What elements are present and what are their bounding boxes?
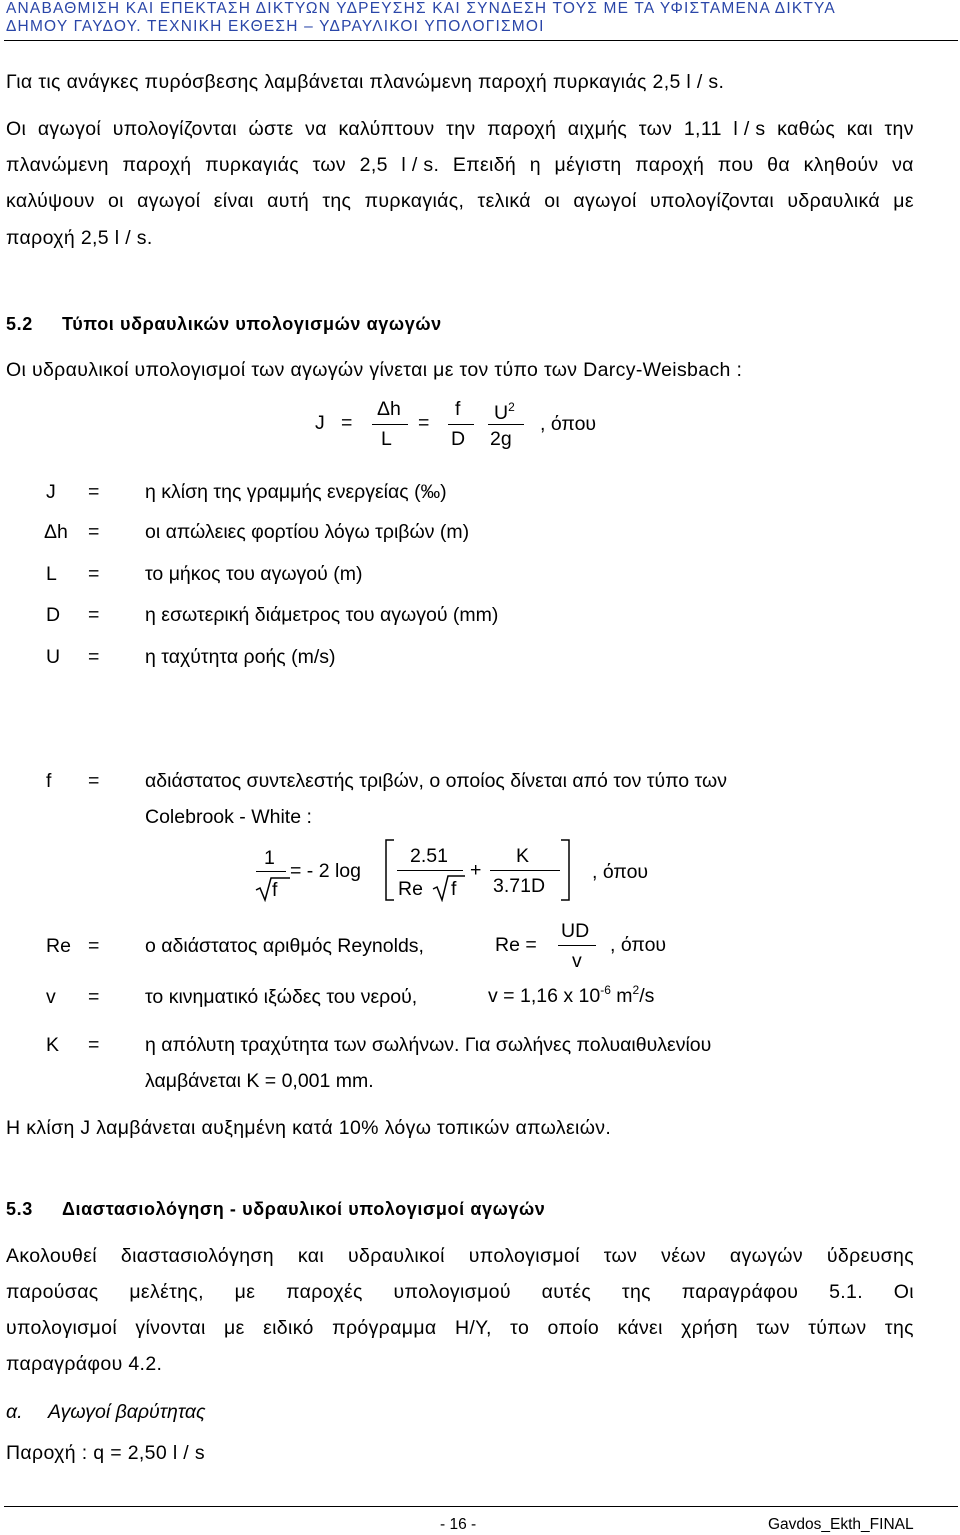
cw-fraction-bar-K	[490, 870, 560, 871]
word: 1,11	[683, 118, 722, 140]
def-symbol-v: v	[46, 986, 56, 1008]
word: αυτές	[541, 1281, 592, 1303]
word: πλανώμενη	[6, 154, 109, 176]
re-v: v	[572, 950, 582, 972]
def-text-J: η κλίση της γραμμής ενεργείας (‰)	[145, 481, 447, 503]
word: καλύψουν	[6, 190, 95, 212]
word: οποίο	[547, 1317, 600, 1339]
word: διαστασιολόγηση	[120, 1245, 274, 1267]
word: υδραυλικοί	[348, 1245, 445, 1267]
word: l / s.	[401, 154, 440, 176]
word: είναι	[213, 190, 254, 212]
s53-para-line3	[6, 1318, 914, 1338]
running-header-line2: ΔΗΜΟΥ ΓΑΥΔΟΥ. ΤΕΧΝΙΚΗ ΕΚΘΕΣΗ – ΥΔΡΑΥΛΙΚΟΙ ΥΠΟΛΟΓΙΣΜΟΙ	[6, 18, 545, 35]
def-text-v: το κινηματικό ιξώδες του νερού,	[145, 986, 418, 1008]
def-eq: =	[88, 481, 100, 503]
def-symbol-K: K	[46, 1034, 60, 1056]
slope-note: Η κλίση J λαμβάνεται αυξημένη κατά 10% λόγω τοπικών απωλειών.	[6, 1117, 612, 1139]
fraction-bar-dh-L	[372, 424, 408, 425]
cw-371D: 3.71D	[493, 875, 546, 897]
formula-eq1: =	[341, 412, 353, 434]
def-text-f-line1: αδιάστατος συντελεστής τριβών, ο οποίος δίνεται από τον τύπο των	[145, 770, 727, 792]
fraction-bar-f-D	[448, 424, 474, 425]
word: Ακολουθεί	[6, 1245, 97, 1267]
word: παρούσας	[6, 1281, 99, 1303]
word: γίνονται	[135, 1317, 206, 1339]
def-text-L: το μήκος του αγωγού (m)	[145, 563, 363, 585]
word: ειδικό	[263, 1317, 314, 1339]
word: Επειδή	[452, 154, 517, 176]
word: οι	[544, 190, 561, 212]
word: κάνει	[617, 1317, 663, 1339]
word: υδραυλικά	[787, 190, 880, 212]
formula-eq2: =	[418, 412, 430, 434]
word: που	[717, 154, 754, 176]
word: με	[234, 1281, 256, 1303]
word: πρόγραμμα	[332, 1317, 437, 1339]
def-symbol-U: U	[46, 646, 61, 668]
word: με	[224, 1317, 245, 1339]
word: οι	[107, 190, 124, 212]
word: και	[297, 1245, 325, 1267]
intro-p2-line3	[6, 191, 914, 211]
def-text-D: η εσωτερική διάμετρος του αγωγού (mm)	[145, 604, 499, 626]
intro-p2-line4: παροχή 2,5 l / s.	[6, 227, 153, 249]
word: το	[510, 1317, 530, 1339]
word: υπολογίζονται	[112, 118, 237, 140]
word: των	[638, 118, 673, 140]
word: να	[305, 118, 327, 140]
word: την	[884, 118, 914, 140]
def-text-K-line2: λαμβάνεται K = 0,001 mm.	[145, 1070, 374, 1092]
formula-dh: Δh	[377, 398, 401, 420]
running-header-line1: ΑΝΑΒΑΘΜΙΣΗ ΚΑΙ ΕΠΕΚΤΑΣΗ ΔΙΚΤΥΩΝ ΥΔΡΕΥΣΗΣ ΚΑΙ ΣΥΝΔΕΣΗ ΤΟΥΣ ΜΕ ΤΑ ΥΦΙΣΤΑΜΕΝΑ ΔΙΚΤΥΑ	[6, 0, 836, 17]
flow-rate: Παροχή : q = 2,50 l / s	[6, 1442, 205, 1464]
word: αγωγοί	[137, 190, 201, 212]
word: της	[322, 190, 352, 212]
re-formula: Re =	[495, 934, 537, 956]
formula-f: f	[455, 398, 461, 420]
section-title-5-2: Τύποι υδραυλικών υπολογισμών αγωγών	[62, 314, 442, 334]
word: η	[529, 154, 541, 176]
word: υπολογισμοί	[468, 1245, 580, 1267]
word: παροχές	[286, 1281, 363, 1303]
formula-U: $U^2$	[494, 400, 515, 424]
word: αυτή	[267, 190, 310, 212]
def-text-f-line2: Colebrook - White :	[145, 806, 312, 828]
def-eq: =	[88, 563, 100, 585]
cw-rhs: = - 2 log	[290, 860, 362, 882]
def-eq: =	[88, 935, 100, 957]
word: χρήση	[681, 1317, 738, 1339]
def-eq: =	[88, 604, 100, 626]
cw-where: , όπου	[592, 861, 649, 883]
word: πυρκαγιάς,	[364, 190, 465, 212]
cw-f: f	[272, 879, 278, 901]
subsection-a-label: α.	[6, 1401, 23, 1423]
s53-para-line4: παραγράφου 4.2.	[6, 1353, 163, 1375]
word: ώστε	[248, 118, 294, 140]
word: 5.1.	[829, 1281, 863, 1303]
word: να	[892, 154, 914, 176]
cw-fraction-bar-left	[256, 871, 286, 872]
word: καθώς	[777, 118, 836, 140]
cw-sqrt-f-radical-2	[432, 874, 466, 902]
word: της	[884, 1317, 914, 1339]
section-number-5-2: 5.2	[6, 314, 33, 334]
cw-plus: +	[470, 859, 482, 881]
file-name: Gavdos_Ekth_FINAL	[768, 1516, 914, 1533]
cw-one: 1	[264, 847, 275, 869]
formula-where: , όπου	[540, 413, 597, 435]
word: πυρκαγιάς	[205, 154, 299, 176]
s53-para-line1	[6, 1246, 914, 1266]
formula-L: L	[381, 428, 392, 450]
intro-p2-line1	[6, 119, 914, 139]
def-text-Re: ο αδιάστατος αριθμός Reynolds,	[145, 935, 424, 957]
word: 2,5	[359, 154, 388, 176]
def-text-K-line1: η απόλυτη τραχύτητα των σωλήνων. Για σωλήνες πολυαιθυλενίου	[145, 1034, 712, 1056]
word: υπολογίζονται	[649, 190, 775, 212]
re-fraction-bar	[558, 945, 596, 946]
word: l / s	[733, 118, 766, 140]
def-symbol-D: D	[46, 604, 61, 626]
section-number-5-3: 5.3	[6, 1199, 33, 1219]
v-formula: v = 1,16 x $10^{-6}$ $m^2/s$	[488, 983, 655, 1007]
word: καλύπτουν	[338, 118, 435, 140]
word: της	[621, 1281, 651, 1303]
def-symbol-L: L	[46, 563, 57, 585]
cw-251: 2.51	[410, 845, 448, 867]
word: αγωγοί	[573, 190, 637, 212]
word: υπολογισμού	[393, 1281, 511, 1303]
def-eq: =	[88, 986, 100, 1008]
def-text-dh: οι απώλειες φορτίου λόγω τριβών (m)	[145, 521, 470, 543]
def-symbol-dh: Δh	[44, 521, 68, 543]
darcy-intro: Οι υδραυλικοί υπολογισμοί των αγωγών γίνεται με τον τύπο των Darcy-Weisbach :	[6, 359, 743, 381]
word: παροχή	[487, 118, 557, 140]
re-where: , όπου	[610, 934, 667, 956]
word: των	[756, 1317, 790, 1339]
cw-K: K	[516, 845, 530, 867]
word: τύπων	[808, 1317, 867, 1339]
word: παροχή	[635, 154, 705, 176]
word: αγωγών	[729, 1245, 803, 1267]
word: με	[893, 190, 914, 212]
def-text-U: η ταχύτητα ροής (m/s)	[145, 646, 336, 668]
word: μέγιστη	[554, 154, 622, 176]
formula-J: J	[315, 412, 325, 434]
word: παραγράφου	[681, 1281, 799, 1303]
word: νέων	[661, 1245, 706, 1267]
cw-Re: Re	[398, 878, 423, 900]
def-symbol-f: f	[46, 770, 52, 792]
word: την	[446, 118, 476, 140]
re-UD: UD	[561, 920, 590, 942]
def-eq: =	[88, 1034, 100, 1056]
def-symbol-J: J	[46, 481, 56, 503]
word: τελικά	[477, 190, 531, 212]
intro-line1: Για τις ανάγκες πυρόσβεσης λαμβάνεται πλανώμενη παροχή πυρκαγιάς 2,5 l / s.	[6, 71, 725, 93]
formula-2g: 2g	[490, 428, 512, 450]
word: παροχή	[122, 154, 192, 176]
word: Οι	[6, 118, 27, 140]
fraction-bar-U-2g	[488, 424, 524, 425]
s53-para-line2	[6, 1282, 914, 1302]
word: κληθούν	[803, 154, 879, 176]
word: θα	[767, 154, 790, 176]
word: Η/Υ,	[454, 1317, 492, 1339]
word: αιχμής	[567, 118, 628, 140]
def-eq: =	[88, 521, 100, 543]
word: των	[312, 154, 347, 176]
cw-f2: f	[451, 878, 457, 900]
word: μελέτης,	[129, 1281, 204, 1303]
subsection-a-title: Αγωγοί βαρύτητας	[48, 1401, 206, 1423]
formula-D: D	[451, 428, 466, 450]
word: των	[603, 1245, 638, 1267]
intro-p2-line2	[6, 155, 914, 175]
page-number: - 16 -	[440, 1516, 477, 1533]
word: Οι	[893, 1281, 914, 1303]
def-eq: =	[88, 770, 100, 792]
section-title-5-3: Διαστασιολόγηση - υδραυλικοί υπολογισμοί αγωγών	[62, 1199, 546, 1219]
word: και	[846, 118, 873, 140]
def-eq: =	[88, 646, 100, 668]
word: αγωγοί	[37, 118, 102, 140]
word: ύδρευσης	[826, 1245, 914, 1267]
header-rule	[4, 40, 958, 41]
cw-fraction-bar-251	[397, 870, 463, 871]
word: υπολογισμοί	[6, 1317, 117, 1339]
footer-rule	[4, 1506, 958, 1507]
def-symbol-Re: Re	[46, 935, 71, 957]
